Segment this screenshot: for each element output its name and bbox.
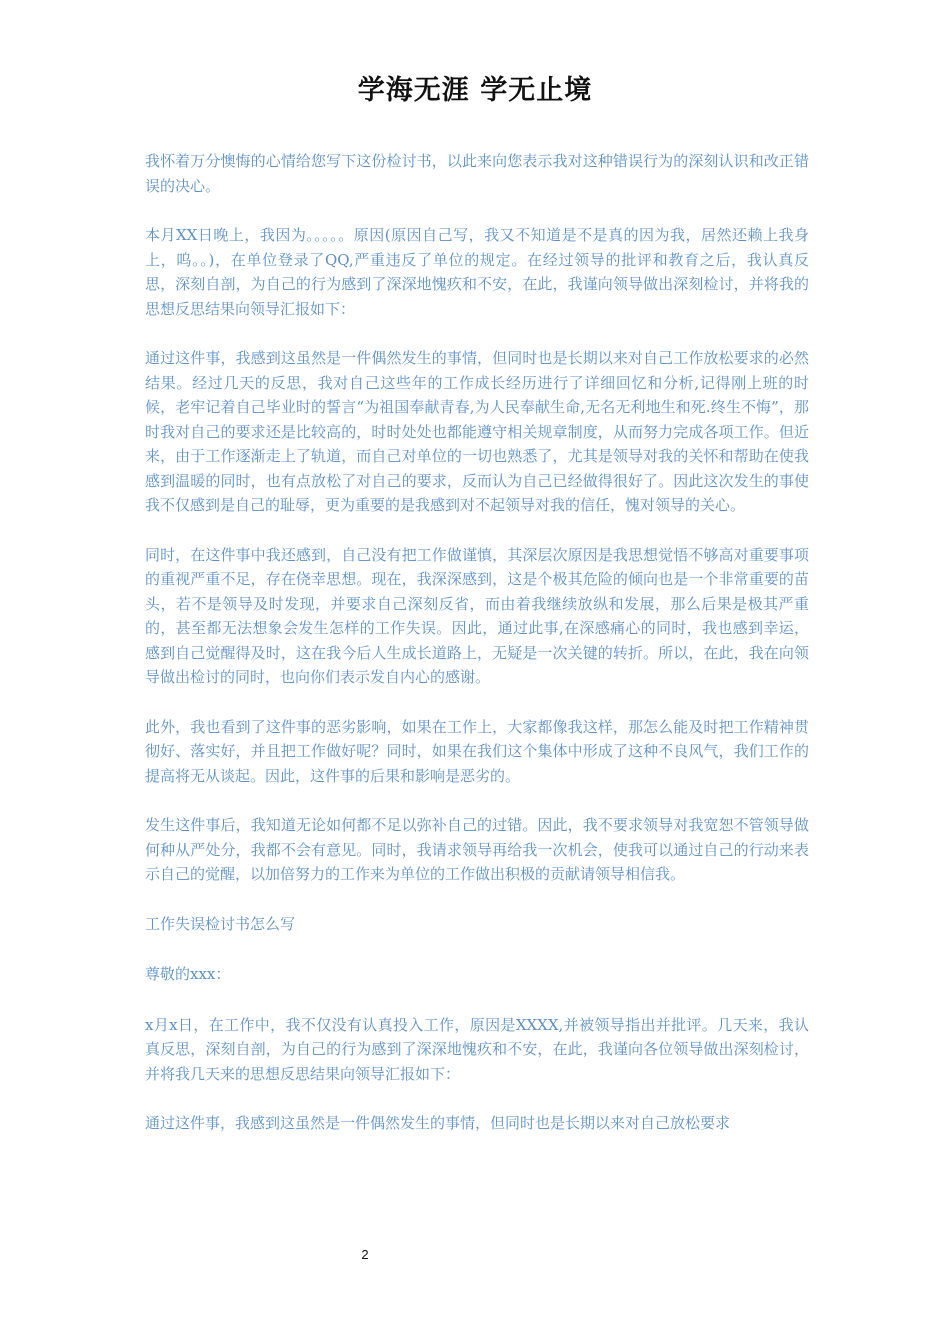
paragraph-continued: 通过这件事，我感到这虽然是一件偶然发生的事情，但同时也是长期以来对自己放松要求 [145, 1114, 731, 1132]
paragraph-opening: 我怀着万分懊悔的心情给您写下这份检讨书，以此来向您表示我对这种错误行为的深刻认识和改正错误的决心。 [145, 152, 809, 195]
page-number: 2 [361, 1247, 369, 1262]
document-body [145, 149, 809, 1161]
paragraph-second-incident: x月x日，在工作中，我不仅没有认真投入工作，原因是XXXX,并被领导指出并批评。几天来，我认真反思，深刻自剖，为自己的行为感到了深深地愧疚和不安，在此，我谨向各位领导做出深刻检讨，并将我几天来的思想反思结果向领导汇报如下： [145, 1015, 809, 1083]
page-header-title: 学海无涯 学无止境 [357, 75, 593, 106]
salutation: 尊敬的xxx： [145, 965, 231, 983]
paragraph-incident: 本月XX日晚上，我因为。。。。。原因(原因自己写，我又不知道是不是真的因为我，居然还赖上我身上，呜。。)，在单位登录了QQ,严重违反了单位的规定。在经过领导的批评和教育之后，我认真反思，深刻自剖，为自己的行为感到了深深地愧疚和不安，在此，我谨向领导做出深刻检讨，并将我的思想反思结果向领导汇报如下： [145, 226, 809, 318]
paragraph-commitment: 发生这件事后，我知道无论如何都不足以弥补自己的过错。因此，我不要求领导对我宽恕不管领导做何种从严处分，我都不会有意见。同时，我请求领导再给我一次机会，使我可以通过自己的行动来表示自己的觉醒，以加倍努力的工作来为单位的工作做出积极的贡献请领导相信我。 [145, 816, 809, 883]
paragraph-awareness: 同时，在这件事中我还感到，自己没有把工作做谨慎，其深层次原因是我思想觉悟不够高对重要事项的重视严重不足，存在侥幸思想。现在，我深深感到，这是个极其危险的倾向也是一个非常重要的苗头，若不是领导及时发现，并要求自己深刻反省，而由着我继续放纵和发展，那么后果是极其严重的，甚至都无法想象会发生怎样的工作失误。因此，通过此事,在深感痛心的同时，我也感到幸运，感到自己觉醒得及时，这在我今后人生成长道路上，无疑是一次关键的转折。所以，在此，我在向领导做出检讨的同时，也向你们表示发自内心的感谢。 [145, 545, 809, 686]
section-heading: 工作失误检讨书怎么写 [145, 914, 296, 933]
paragraph-reflection: 通过这件事，我感到这虽然是一件偶然发生的事情，但同时也是长期以来对自己工作放松要求的必然结果。经过几天的反思，我对自己这些年的工作成长经历进行了详细回忆和分析,记得刚上班的时候，老牢记着自己毕业时的誓言“为祖国奉献青春,为人民奉献生命,无名无利地生和死.终生不悔”，那时我对自己的要求还是比较高的，时时处处也都能遵守相关规章制度，从而努力完成各项工作。但近来，由于工作逐渐走上了轨道，而自己对单位的一切也熟悉了，尤其是领导对我的关怀和帮助在使我感到温暖的同时，也有点放松了对自己的要求，反而认为自己已经做得很好了。因此这次发生的事使我不仅感到是自己的耻辱，更为重要的是我感到对不起领导对我的信任，愧对领导的关心。 [145, 349, 809, 514]
paragraph-impact: 此外，我也看到了这件事的恶劣影响，如果在工作上，大家都像我这样，那怎么能及时把工作精神贯彻好、落实好，并且把工作做好呢？同时，如果在我们这个集体中形成了这种不良风气，我们工作的提高将无从谈起。因此，这件事的后果和影响是恶劣的。 [145, 717, 809, 785]
